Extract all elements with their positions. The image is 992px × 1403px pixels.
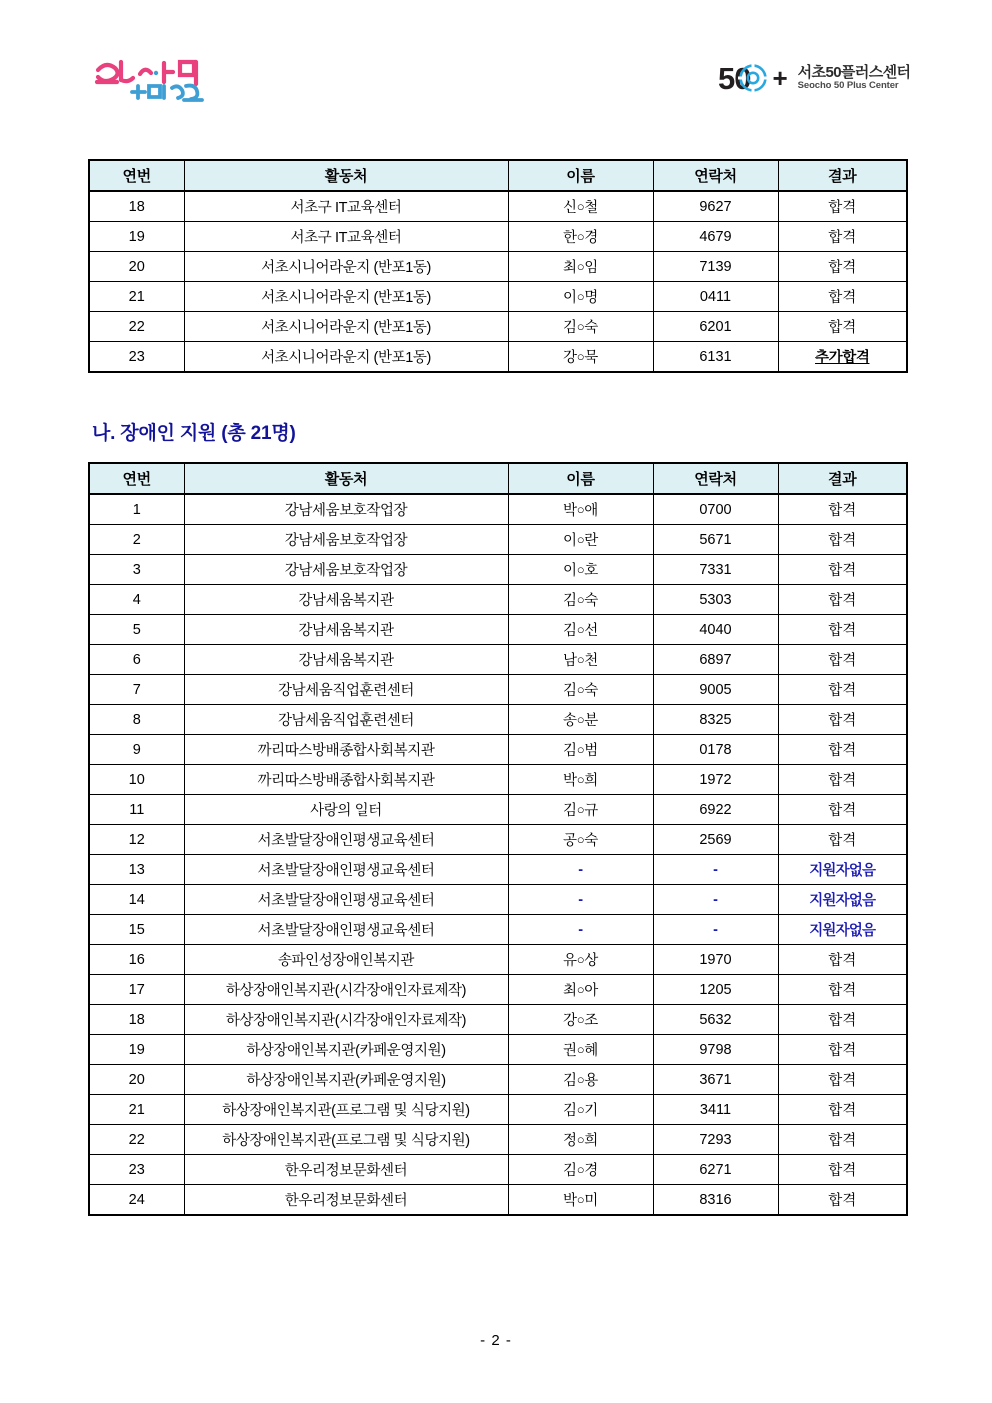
table-row bbox=[89, 1155, 907, 1185]
cell-phone: 2569 bbox=[653, 825, 778, 855]
cell-place: 강남세움직업훈련센터 bbox=[184, 675, 508, 705]
cell-name: 유○상 bbox=[508, 945, 653, 975]
cell-no: 23 bbox=[89, 342, 184, 373]
cell-no: 18 bbox=[89, 191, 184, 222]
cell-phone: 4040 bbox=[653, 615, 778, 645]
table-row bbox=[89, 342, 907, 373]
cell-name: 송○분 bbox=[508, 705, 653, 735]
masked-name-circle-icon: ○ bbox=[576, 1132, 585, 1147]
table-row bbox=[89, 975, 907, 1005]
table-body bbox=[89, 494, 907, 1215]
cell-place: 서초발달장애인평생교육센터 bbox=[184, 855, 508, 885]
masked-name-circle-icon: ○ bbox=[576, 652, 585, 667]
table-row bbox=[89, 765, 907, 795]
table-row bbox=[89, 915, 907, 945]
cell-no: 20 bbox=[89, 1065, 184, 1095]
masked-name-circle-icon: ○ bbox=[576, 259, 585, 274]
cell-result: 합격 bbox=[778, 1005, 907, 1035]
table-row bbox=[89, 645, 907, 675]
table-row bbox=[89, 885, 907, 915]
cell-name: - bbox=[508, 915, 653, 945]
table-row bbox=[89, 312, 907, 342]
cell-result: 합격 bbox=[778, 1035, 907, 1065]
cell-phone: 3411 bbox=[653, 1095, 778, 1125]
cell-no: 22 bbox=[89, 1125, 184, 1155]
logo-number: 50 bbox=[718, 60, 751, 96]
cell-name: - bbox=[508, 855, 653, 885]
column-header-no: 연번 bbox=[89, 463, 184, 494]
column-header-place: 활동처 bbox=[184, 160, 508, 191]
masked-name-circle-icon: ○ bbox=[576, 1162, 585, 1177]
masked-name-circle-icon: ○ bbox=[576, 319, 585, 334]
masked-name-circle-icon: ○ bbox=[576, 682, 585, 697]
cell-phone: 9627 bbox=[653, 191, 778, 222]
cell-result: 합격 bbox=[778, 615, 907, 645]
cell-no: 19 bbox=[89, 222, 184, 252]
cell-name: 이○란 bbox=[508, 525, 653, 555]
cell-name: 박○미 bbox=[508, 1185, 653, 1216]
seocho-50plus-logo bbox=[718, 56, 910, 100]
cell-no: 12 bbox=[89, 825, 184, 855]
cell-name: 신○철 bbox=[508, 191, 653, 222]
cell-phone: - bbox=[653, 885, 778, 915]
cell-result: 합격 bbox=[778, 1095, 907, 1125]
cell-place: 하상장애인복지관(시각장애인자료제작) bbox=[184, 975, 508, 1005]
cell-result: 지원자없음 bbox=[778, 855, 907, 885]
cell-place: 서초발달장애인평생교육센터 bbox=[184, 825, 508, 855]
column-header-result: 결과 bbox=[778, 160, 907, 191]
cell-no: 10 bbox=[89, 765, 184, 795]
cell-result: 합격 bbox=[778, 1125, 907, 1155]
masked-name-circle-icon: ○ bbox=[576, 199, 585, 214]
cell-place: 서초구 IT교육센터 bbox=[184, 191, 508, 222]
logo-plus-sign: + bbox=[772, 63, 788, 93]
cell-place: 까리따스방배종합사회복지관 bbox=[184, 735, 508, 765]
cell-place: 하상장애인복지관(프로그램 및 식당지원) bbox=[184, 1125, 508, 1155]
cell-no: 7 bbox=[89, 675, 184, 705]
cell-phone: 7331 bbox=[653, 555, 778, 585]
table-row bbox=[89, 945, 907, 975]
masked-name-circle-icon: ○ bbox=[576, 1042, 585, 1057]
table-row bbox=[89, 825, 907, 855]
cell-name: 강○묵 bbox=[508, 342, 653, 373]
cell-no: 18 bbox=[89, 1005, 184, 1035]
cell-place: 한우리정보문화센터 bbox=[184, 1185, 508, 1216]
cell-name: 최○임 bbox=[508, 252, 653, 282]
cell-phone: 8325 bbox=[653, 705, 778, 735]
table-row bbox=[89, 675, 907, 705]
cell-place: 하상장애인복지관(프로그램 및 식당지원) bbox=[184, 1095, 508, 1125]
logo-title-en: Seocho 50 Plus Center bbox=[797, 80, 899, 92]
masked-name-circle-icon: ○ bbox=[576, 772, 585, 787]
masked-name-circle-icon: ○ bbox=[576, 229, 585, 244]
cell-no: 3 bbox=[89, 555, 184, 585]
logo-title-ko: 서초50플러스센터 bbox=[797, 63, 911, 81]
column-header-name: 이름 bbox=[508, 463, 653, 494]
masked-name-circle-icon: ○ bbox=[576, 1102, 585, 1117]
cell-name: 공○숙 bbox=[508, 825, 653, 855]
column-header-place: 활동처 bbox=[184, 463, 508, 494]
cell-place: 서초시니어라운지 (반포1동) bbox=[184, 252, 508, 282]
masked-name-circle-icon: ○ bbox=[576, 832, 585, 847]
cell-name: 한○경 bbox=[508, 222, 653, 252]
cell-result: 합격 bbox=[778, 795, 907, 825]
table-row bbox=[89, 735, 907, 765]
table-header bbox=[89, 160, 907, 191]
table-row bbox=[89, 282, 907, 312]
cell-phone: 7139 bbox=[653, 252, 778, 282]
masked-name-circle-icon: ○ bbox=[576, 562, 585, 577]
cell-result: 합격 bbox=[778, 1155, 907, 1185]
cell-no: 4 bbox=[89, 585, 184, 615]
table-row bbox=[89, 191, 907, 222]
cell-result: 지원자없음 bbox=[778, 885, 907, 915]
table-header-row bbox=[89, 463, 907, 494]
masked-name-circle-icon: ○ bbox=[576, 502, 585, 517]
column-header-phone: 연락처 bbox=[653, 463, 778, 494]
cell-no: 24 bbox=[89, 1185, 184, 1216]
cell-place: 하상장애인복지관(카페운영지원) bbox=[184, 1065, 508, 1095]
masked-name-circle-icon: ○ bbox=[576, 1192, 585, 1207]
cell-phone: 1972 bbox=[653, 765, 778, 795]
cell-phone: 9798 bbox=[653, 1035, 778, 1065]
cell-no: 22 bbox=[89, 312, 184, 342]
cell-result: 합격 bbox=[778, 705, 907, 735]
cell-name: 김○범 bbox=[508, 735, 653, 765]
cell-no: 5 bbox=[89, 615, 184, 645]
cell-place: 강남세움복지관 bbox=[184, 585, 508, 615]
cell-phone: 8316 bbox=[653, 1185, 778, 1216]
cell-name: 김○숙 bbox=[508, 585, 653, 615]
cell-no: 9 bbox=[89, 735, 184, 765]
table-row bbox=[89, 705, 907, 735]
cell-result: 합격 bbox=[778, 735, 907, 765]
logo-ring-icon bbox=[738, 63, 768, 93]
cell-no: 16 bbox=[89, 945, 184, 975]
cell-place: 서초시니어라운지 (반포1동) bbox=[184, 312, 508, 342]
cell-phone: 0178 bbox=[653, 735, 778, 765]
cell-result: 합격 bbox=[778, 312, 907, 342]
cell-name: 김○숙 bbox=[508, 675, 653, 705]
cell-name: 박○애 bbox=[508, 494, 653, 525]
cell-result: 합격 bbox=[778, 555, 907, 585]
cell-place: 서초발달장애인평생교육센터 bbox=[184, 885, 508, 915]
cell-place: 강남세움직업훈련센터 bbox=[184, 705, 508, 735]
masked-name-circle-icon: ○ bbox=[576, 1072, 585, 1087]
cell-result: 합격 bbox=[778, 1185, 907, 1216]
masked-name-circle-icon: ○ bbox=[576, 1012, 585, 1027]
masked-name-circle-icon: ○ bbox=[576, 982, 585, 997]
masked-name-circle-icon: ○ bbox=[576, 742, 585, 757]
cell-phone: 4679 bbox=[653, 222, 778, 252]
cell-name: - bbox=[508, 885, 653, 915]
cell-name: 이○호 bbox=[508, 555, 653, 585]
masked-name-circle-icon: ○ bbox=[576, 289, 585, 304]
logo-wordmark bbox=[798, 64, 911, 92]
cell-place: 강남세움보호작업장 bbox=[184, 555, 508, 585]
cell-result: 지원자없음 bbox=[778, 915, 907, 945]
column-header-phone: 연락처 bbox=[653, 160, 778, 191]
masked-name-circle-icon: ○ bbox=[576, 952, 585, 967]
cell-result: 합격 bbox=[778, 191, 907, 222]
cell-name: 김○기 bbox=[508, 1095, 653, 1125]
cell-name: 이○명 bbox=[508, 282, 653, 312]
cell-result: 합격 bbox=[778, 585, 907, 615]
cell-no: 2 bbox=[89, 525, 184, 555]
cell-no: 6 bbox=[89, 645, 184, 675]
cell-result: 추가합격 bbox=[778, 342, 907, 373]
table-row bbox=[89, 252, 907, 282]
table-row bbox=[89, 1095, 907, 1125]
cell-result: 합격 bbox=[778, 525, 907, 555]
table-row bbox=[89, 1005, 907, 1035]
table-row bbox=[89, 1185, 907, 1216]
cell-phone: 6201 bbox=[653, 312, 778, 342]
cell-result: 합격 bbox=[778, 675, 907, 705]
table-row bbox=[89, 615, 907, 645]
masked-name-circle-icon: ○ bbox=[576, 592, 585, 607]
table-row bbox=[89, 222, 907, 252]
cell-phone: 9005 bbox=[653, 675, 778, 705]
cell-name: 김○경 bbox=[508, 1155, 653, 1185]
cell-place: 사랑의 일터 bbox=[184, 795, 508, 825]
cell-place: 한우리정보문화센터 bbox=[184, 1155, 508, 1185]
cell-result: 합격 bbox=[778, 645, 907, 675]
cell-phone: 0700 bbox=[653, 494, 778, 525]
cell-result: 합격 bbox=[778, 975, 907, 1005]
cell-result: 합격 bbox=[778, 825, 907, 855]
table-row bbox=[89, 555, 907, 585]
cell-phone: - bbox=[653, 855, 778, 885]
cell-phone: 0411 bbox=[653, 282, 778, 312]
page-header bbox=[0, 44, 992, 114]
table-header bbox=[89, 463, 907, 494]
cell-place: 강남세움복지관 bbox=[184, 615, 508, 645]
cell-phone: 1205 bbox=[653, 975, 778, 1005]
cell-name: 김○용 bbox=[508, 1065, 653, 1095]
cell-result: 합격 bbox=[778, 222, 907, 252]
cell-place: 송파인성장애인복지관 bbox=[184, 945, 508, 975]
logo-mark bbox=[718, 60, 788, 96]
cell-place: 서초시니어라운지 (반포1동) bbox=[184, 282, 508, 312]
table-row bbox=[89, 1035, 907, 1065]
cell-phone: 6271 bbox=[653, 1155, 778, 1185]
cell-no: 1 bbox=[89, 494, 184, 525]
table-row bbox=[89, 1125, 907, 1155]
cell-no: 11 bbox=[89, 795, 184, 825]
cell-no: 23 bbox=[89, 1155, 184, 1185]
cell-result: 합격 bbox=[778, 252, 907, 282]
cell-name: 박○희 bbox=[508, 765, 653, 795]
cell-name: 김○선 bbox=[508, 615, 653, 645]
cell-phone: - bbox=[653, 915, 778, 945]
cell-no: 20 bbox=[89, 252, 184, 282]
table-row bbox=[89, 525, 907, 555]
cell-no: 21 bbox=[89, 282, 184, 312]
masked-name-circle-icon: ○ bbox=[576, 349, 585, 364]
cell-place: 서초시니어라운지 (반포1동) bbox=[184, 342, 508, 373]
table-row bbox=[89, 585, 907, 615]
cell-name: 최○아 bbox=[508, 975, 653, 1005]
cell-phone: 5632 bbox=[653, 1005, 778, 1035]
cell-name: 강○조 bbox=[508, 1005, 653, 1035]
table-row bbox=[89, 494, 907, 525]
cell-place: 강남세움보호작업장 bbox=[184, 494, 508, 525]
table-body bbox=[89, 191, 907, 372]
column-header-no: 연번 bbox=[89, 160, 184, 191]
cell-no: 8 bbox=[89, 705, 184, 735]
cell-name: 권○혜 bbox=[508, 1035, 653, 1065]
cell-phone: 6922 bbox=[653, 795, 778, 825]
cell-no: 15 bbox=[89, 915, 184, 945]
cell-result: 합격 bbox=[778, 1065, 907, 1095]
cell-result: 합격 bbox=[778, 945, 907, 975]
cell-name: 김○숙 bbox=[508, 312, 653, 342]
cell-place: 서초발달장애인평생교육센터 bbox=[184, 915, 508, 945]
column-header-name: 이름 bbox=[508, 160, 653, 191]
cell-no: 14 bbox=[89, 885, 184, 915]
masked-name-circle-icon: ○ bbox=[576, 622, 585, 637]
cell-result: 합격 bbox=[778, 282, 907, 312]
table-row bbox=[89, 1065, 907, 1095]
cell-name: 김○규 bbox=[508, 795, 653, 825]
section-heading-disability-support: 나. 장애인 지원 (총 21명) bbox=[92, 423, 296, 444]
results-table-continued bbox=[88, 159, 908, 373]
page-number-footer: - 2 - bbox=[480, 1332, 512, 1349]
column-header-result: 결과 bbox=[778, 463, 907, 494]
masked-name-circle-icon: ○ bbox=[576, 802, 585, 817]
cell-no: 19 bbox=[89, 1035, 184, 1065]
cell-no: 13 bbox=[89, 855, 184, 885]
cell-phone: 5671 bbox=[653, 525, 778, 555]
cell-phone: 6131 bbox=[653, 342, 778, 373]
cell-place: 강남세움복지관 bbox=[184, 645, 508, 675]
seoul-brand-logo bbox=[88, 50, 228, 108]
cell-place: 하상장애인복지관(카페운영지원) bbox=[184, 1035, 508, 1065]
cell-place: 까리따스방배종합사회복지관 bbox=[184, 765, 508, 795]
cell-name: 남○천 bbox=[508, 645, 653, 675]
cell-no: 21 bbox=[89, 1095, 184, 1125]
table-header-row bbox=[89, 160, 907, 191]
cell-result: 합격 bbox=[778, 494, 907, 525]
disability-support-results-table bbox=[88, 462, 908, 1216]
cell-result: 합격 bbox=[778, 765, 907, 795]
cell-phone: 6897 bbox=[653, 645, 778, 675]
masked-name-circle-icon: ○ bbox=[576, 532, 585, 547]
cell-phone: 3671 bbox=[653, 1065, 778, 1095]
cell-place: 서초구 IT교육센터 bbox=[184, 222, 508, 252]
cell-place: 강남세움보호작업장 bbox=[184, 525, 508, 555]
cell-name: 정○희 bbox=[508, 1125, 653, 1155]
table-row bbox=[89, 855, 907, 885]
cell-phone: 1970 bbox=[653, 945, 778, 975]
table-row bbox=[89, 795, 907, 825]
cell-no: 17 bbox=[89, 975, 184, 1005]
masked-name-circle-icon: ○ bbox=[576, 712, 585, 727]
cell-phone: 7293 bbox=[653, 1125, 778, 1155]
cell-phone: 5303 bbox=[653, 585, 778, 615]
cell-place: 하상장애인복지관(시각장애인자료제작) bbox=[184, 1005, 508, 1035]
